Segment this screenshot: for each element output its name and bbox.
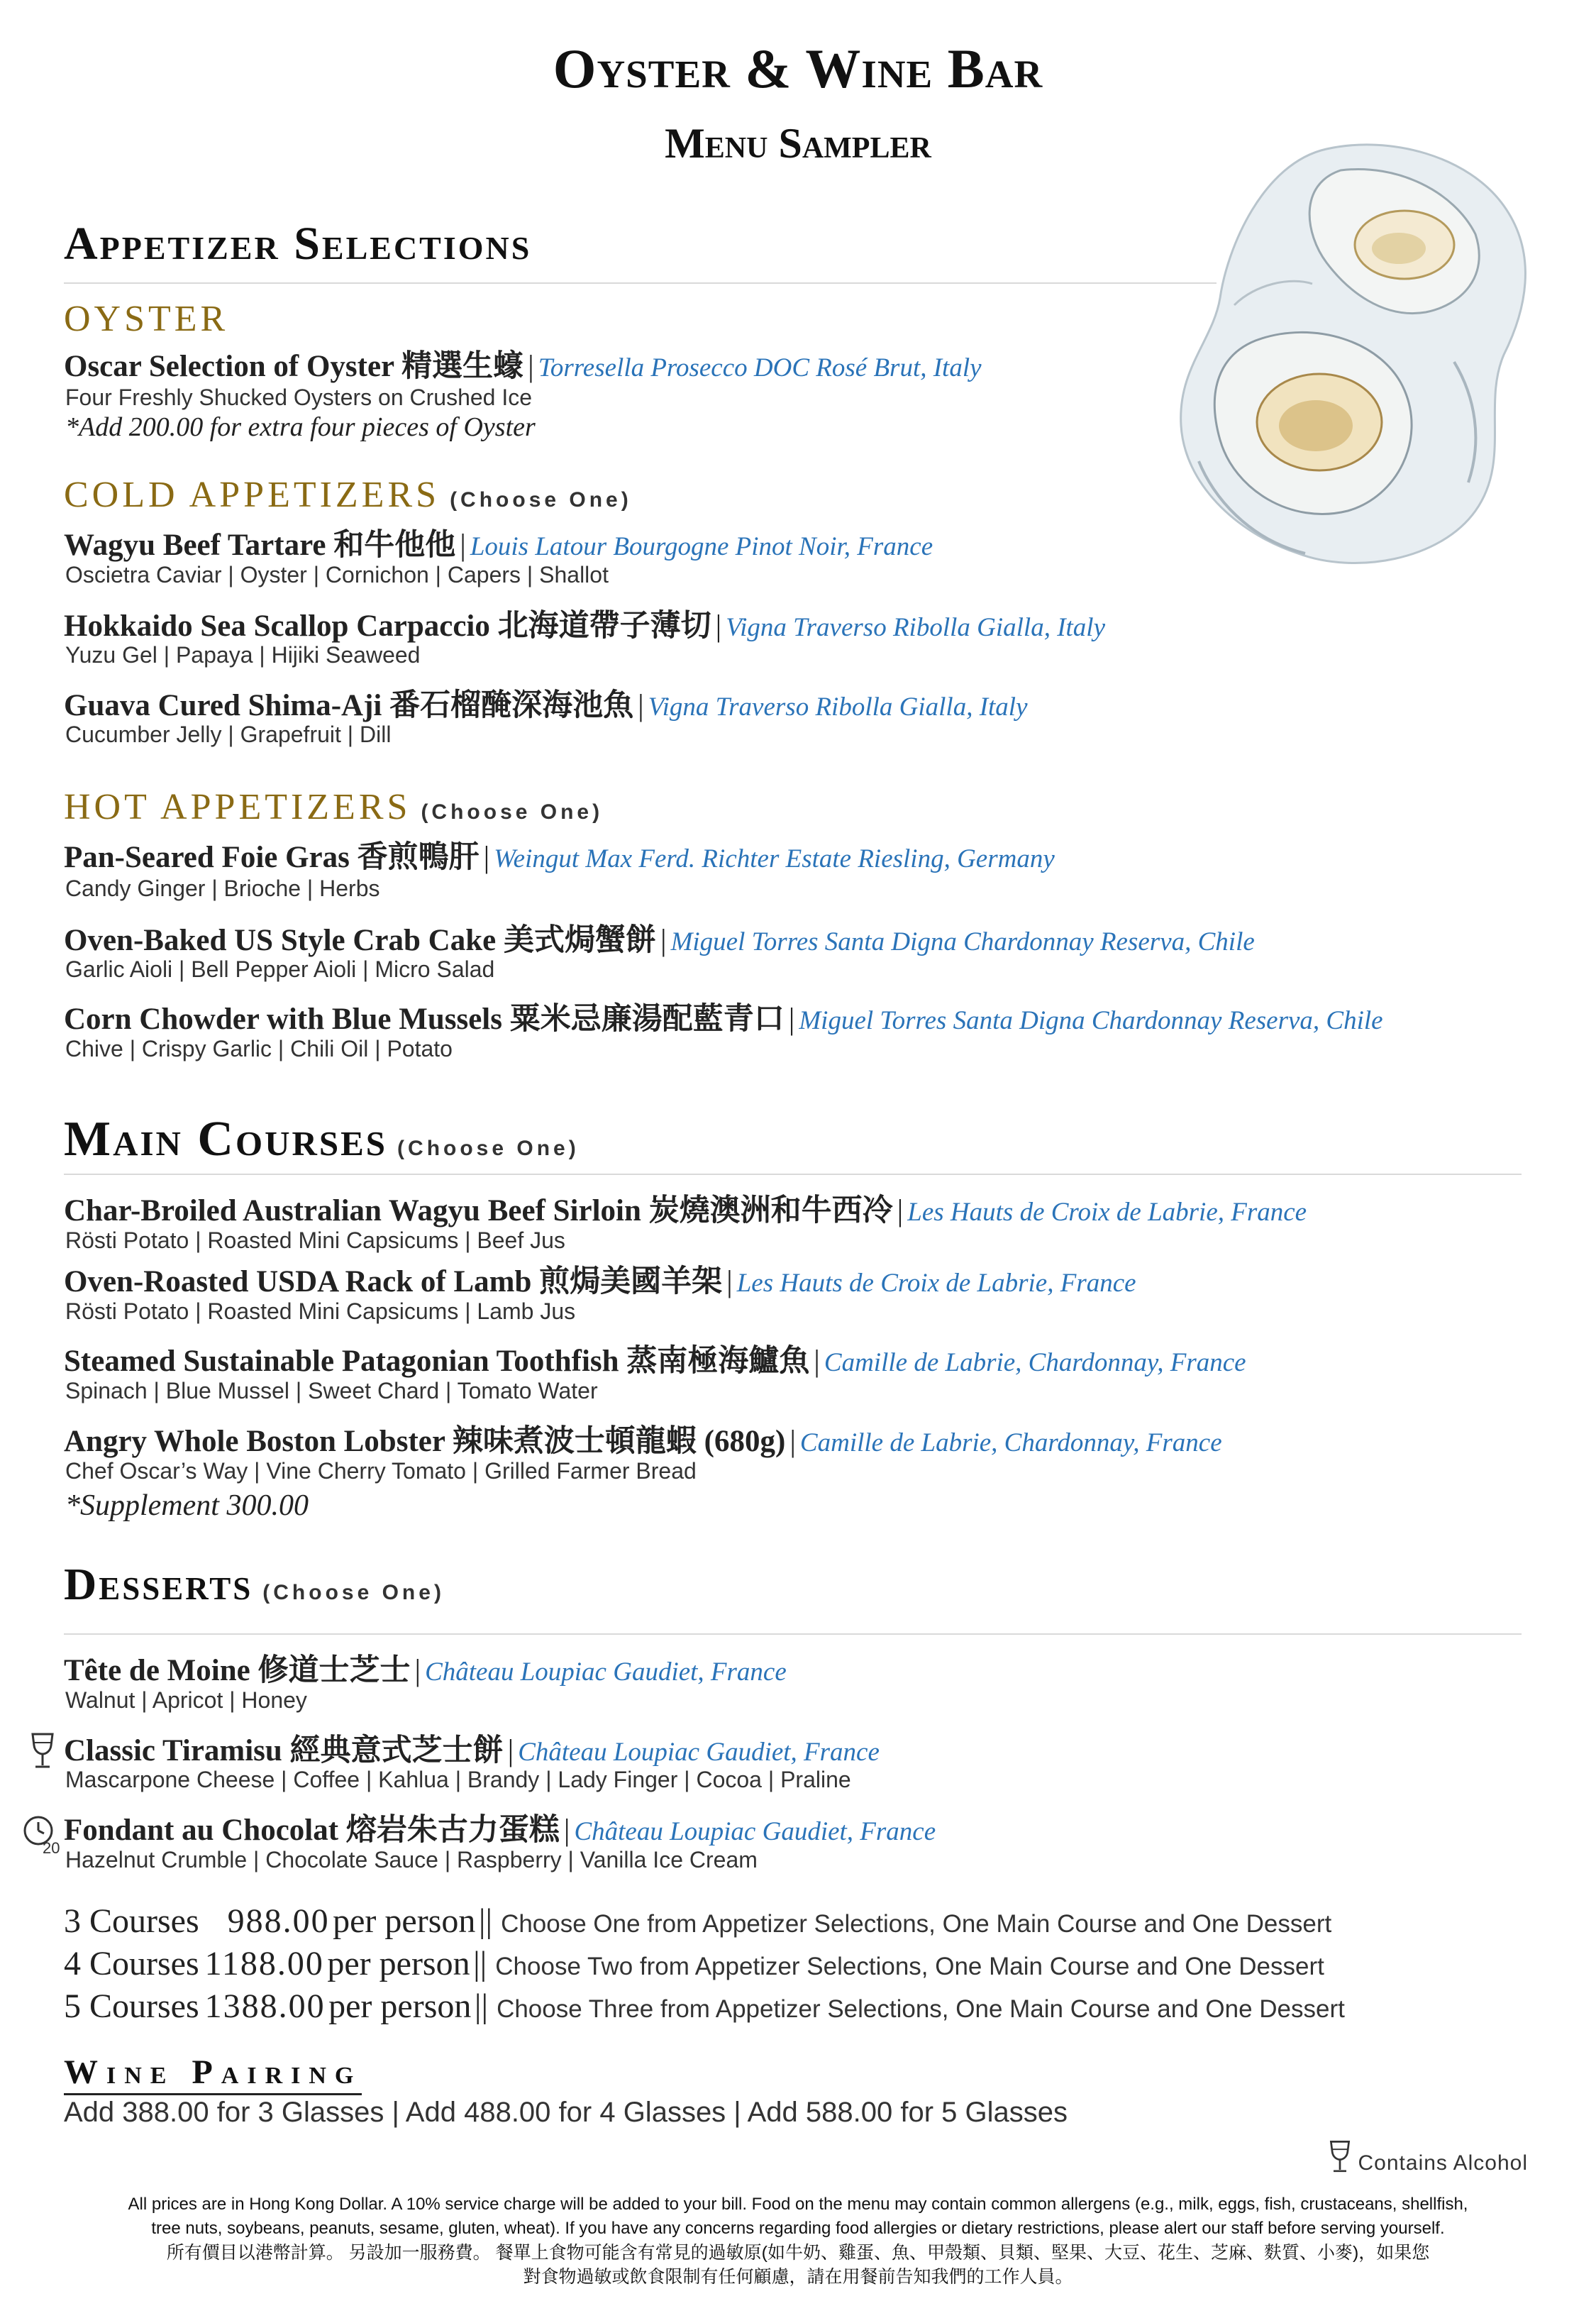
item-description: Chef Oscar’s Way | Vine Cherry Tomato | Grilled Farmer Bread [65,1458,697,1484]
menu-item: Corn Chowder with Blue Mussels 粟米忌廉湯配藍青口 | Miguel Torres Santa Digna Chardonnay Reserva, Chile [64,1003,1383,1036]
item-description: Candy Ginger | Brioche | Herbs [65,876,380,901]
timer-label: 20 [43,1839,60,1855]
main-courses-heading: Main Courses (Choose One) [64,1112,580,1166]
item-description: Rösti Potato | Roasted Mini Capsicums | Beef Jus [65,1228,565,1253]
wine-pairing-heading: Wine Pairing [64,2053,362,2095]
item-description: Garlic Aioli | Bell Pepper Aioli | Micro Salad [65,956,495,982]
oyster-illustration [1170,128,1539,582]
wine-glass-icon [28,1731,57,1771]
legend-label: Contains Alcohol [1358,2151,1528,2175]
price-row: 5 Courses 1388.00 per person || Choose Three from Appetizer Selections, One Main Course and One Dessert [64,1987,1345,2025]
timer-icon [21,1814,64,1855]
menu-item: Oven-Roasted USDA Rack of Lamb 煎焗美國羊架 | Les Hauts de Croix de Labrie, France [64,1265,1136,1298]
item-description: Yuzu Gel | Papaya | Hijiki Seaweed [65,642,421,668]
item-name: Oscar Selection of Oyster 精選生蠔 [64,350,524,383]
menu-item: Char-Broiled Australian Wagyu Beef Sirloin 炭燒澳洲和牛西冷 | Les Hauts de Croix de Labrie, France [64,1194,1307,1228]
cold-appetizers-category: COLD APPETIZERS (Choose One) [64,475,632,515]
wine-pairing: Torresella Prosecco DOC Rosé Brut, Italy [538,353,982,382]
alcohol-legend [1327,2139,1528,2175]
menu-item-oyster: Oscar Selection of Oyster 精選生蠔 | Torresella Prosecco DOC Rosé Brut, Italy [64,350,982,383]
desserts-divider [64,1633,1522,1635]
menu-item: Tête de Moine 修道士芝士 | Château Loupiac Gaudiet, France [64,1654,787,1687]
oyster-category: OYSTER [64,299,229,339]
menu-title: Oyster & Wine Bar [553,38,1043,99]
oyster-note: *Add 200.00 for extra four pieces of Oyster [65,412,536,442]
wine-glass-icon [1327,2139,1353,2175]
menu-item: Wagyu Beef Tartare 和牛他他 | Louis Latour Bourgogne Pinot Noir, France [64,529,933,562]
menu-item: Hokkaido Sea Scallop Carpaccio 北海道帶子薄切 | Vigna Traverso Ribolla Gialla, Italy [64,609,1105,643]
price-row: 4 Courses 1188.00 per person || Choose Two from Appetizer Selections, One Main Course and One Dessert [64,1945,1324,1982]
menu-item: Pan-Seared Foie Gras 香煎鴨肝 | Weingut Max Ferd. Richter Estate Riesling, Germany [64,841,1055,874]
item-description: Walnut | Apricot | Honey [65,1687,307,1713]
desserts-heading: Desserts (Choose One) [64,1559,445,1609]
wine-pairing-options: Add 388.00 for 3 Glasses | Add 488.00 for 4 Glasses | Add 588.00 for 5 Glasses [64,2097,1068,2128]
item-description: Mascarpone Cheese | Coffee | Kahlua | Brandy | Lady Finger | Cocoa | Praline [65,1767,851,1792]
appetizer-divider [64,282,1217,284]
menu-item: Fondant au Chocolat 熔岩朱古力蛋糕 | Château Loupiac Gaudiet, France [64,1814,936,1847]
item-description: Rösti Potato | Roasted Mini Capsicums | Lamb Jus [65,1298,576,1324]
menu-item: Oven-Baked US Style Crab Cake 美式焗蟹餅 | Miguel Torres Santa Digna Chardonnay Reserva, Chile [64,924,1255,957]
price-row: 3 Courses 988.00 per person || Choose One from Appetizer Selections, One Main Course and One Dessert [64,1902,1332,1940]
item-description: Oscietra Caviar | Oyster | Cornichon | Capers | Shallot [65,562,609,587]
menu-subtitle: Menu Sampler [665,120,931,167]
item-description: Hazelnut Crumble | Chocolate Sauce | Raspberry | Vanilla Ice Cream [65,1847,758,1872]
main-divider [64,1174,1522,1175]
item-description: Cucumber Jelly | Grapefruit | Dill [65,722,392,747]
item-description: Four Freshly Shucked Oysters on Crushed Ice [65,385,533,410]
item-description: Spinach | Blue Mussel | Sweet Chard | Tomato Water [65,1378,598,1403]
menu-item: Angry Whole Boston Lobster 辣味煮波士頓龍蝦 (680g) | Camille de Labrie, Chardonnay, France [64,1425,1222,1458]
menu-item: Steamed Sustainable Patagonian Toothfish 蒸南極海鱸魚 | Camille de Labrie, Chardonnay, France [64,1345,1246,1378]
menu-item: Guava Cured Shima-Aji 番石榴醃深海池魚 | Vigna Traverso Ribolla Gialla, Italy [64,689,1028,722]
hot-appetizers-category: HOT APPETIZERS (Choose One) [64,787,604,827]
menu-item: Classic Tiramisu 經典意式芝士餅 | Château Loupiac Gaudiet, France [64,1734,880,1767]
appetizer-heading: Appetizer Selections [64,218,532,270]
supplement-note: *Supplement 300.00 [65,1489,309,1522]
footer-disclaimer: All prices are in Hong Kong Dollar. A 10% service charge will be added to your bill. Food on the menu may contain common allergens (e.g., milk, eggs, fish, crustaceans, shellfish, tree nuts, soybeans, peanuts, sesame, gluten, wheat). If you have any concerns regarding food allergies or dietary restrictions, please alert our staff before serving yourself. 所有價目以港幣計算。 另設加一服務費。 餐單上食物可能含有常見的過敏原(如牛奶、雞蛋、魚、甲殼類、貝類、堅果、大豆、花生、芝麻、麩質、小麥)，如果您 對食物過敏或飲食限制有任何顧慮，請在用餐前告知我們的工作人員。 [128,2195,1468,2287]
item-description: Chive | Crispy Garlic | Chili Oil | Potato [65,1036,453,1061]
